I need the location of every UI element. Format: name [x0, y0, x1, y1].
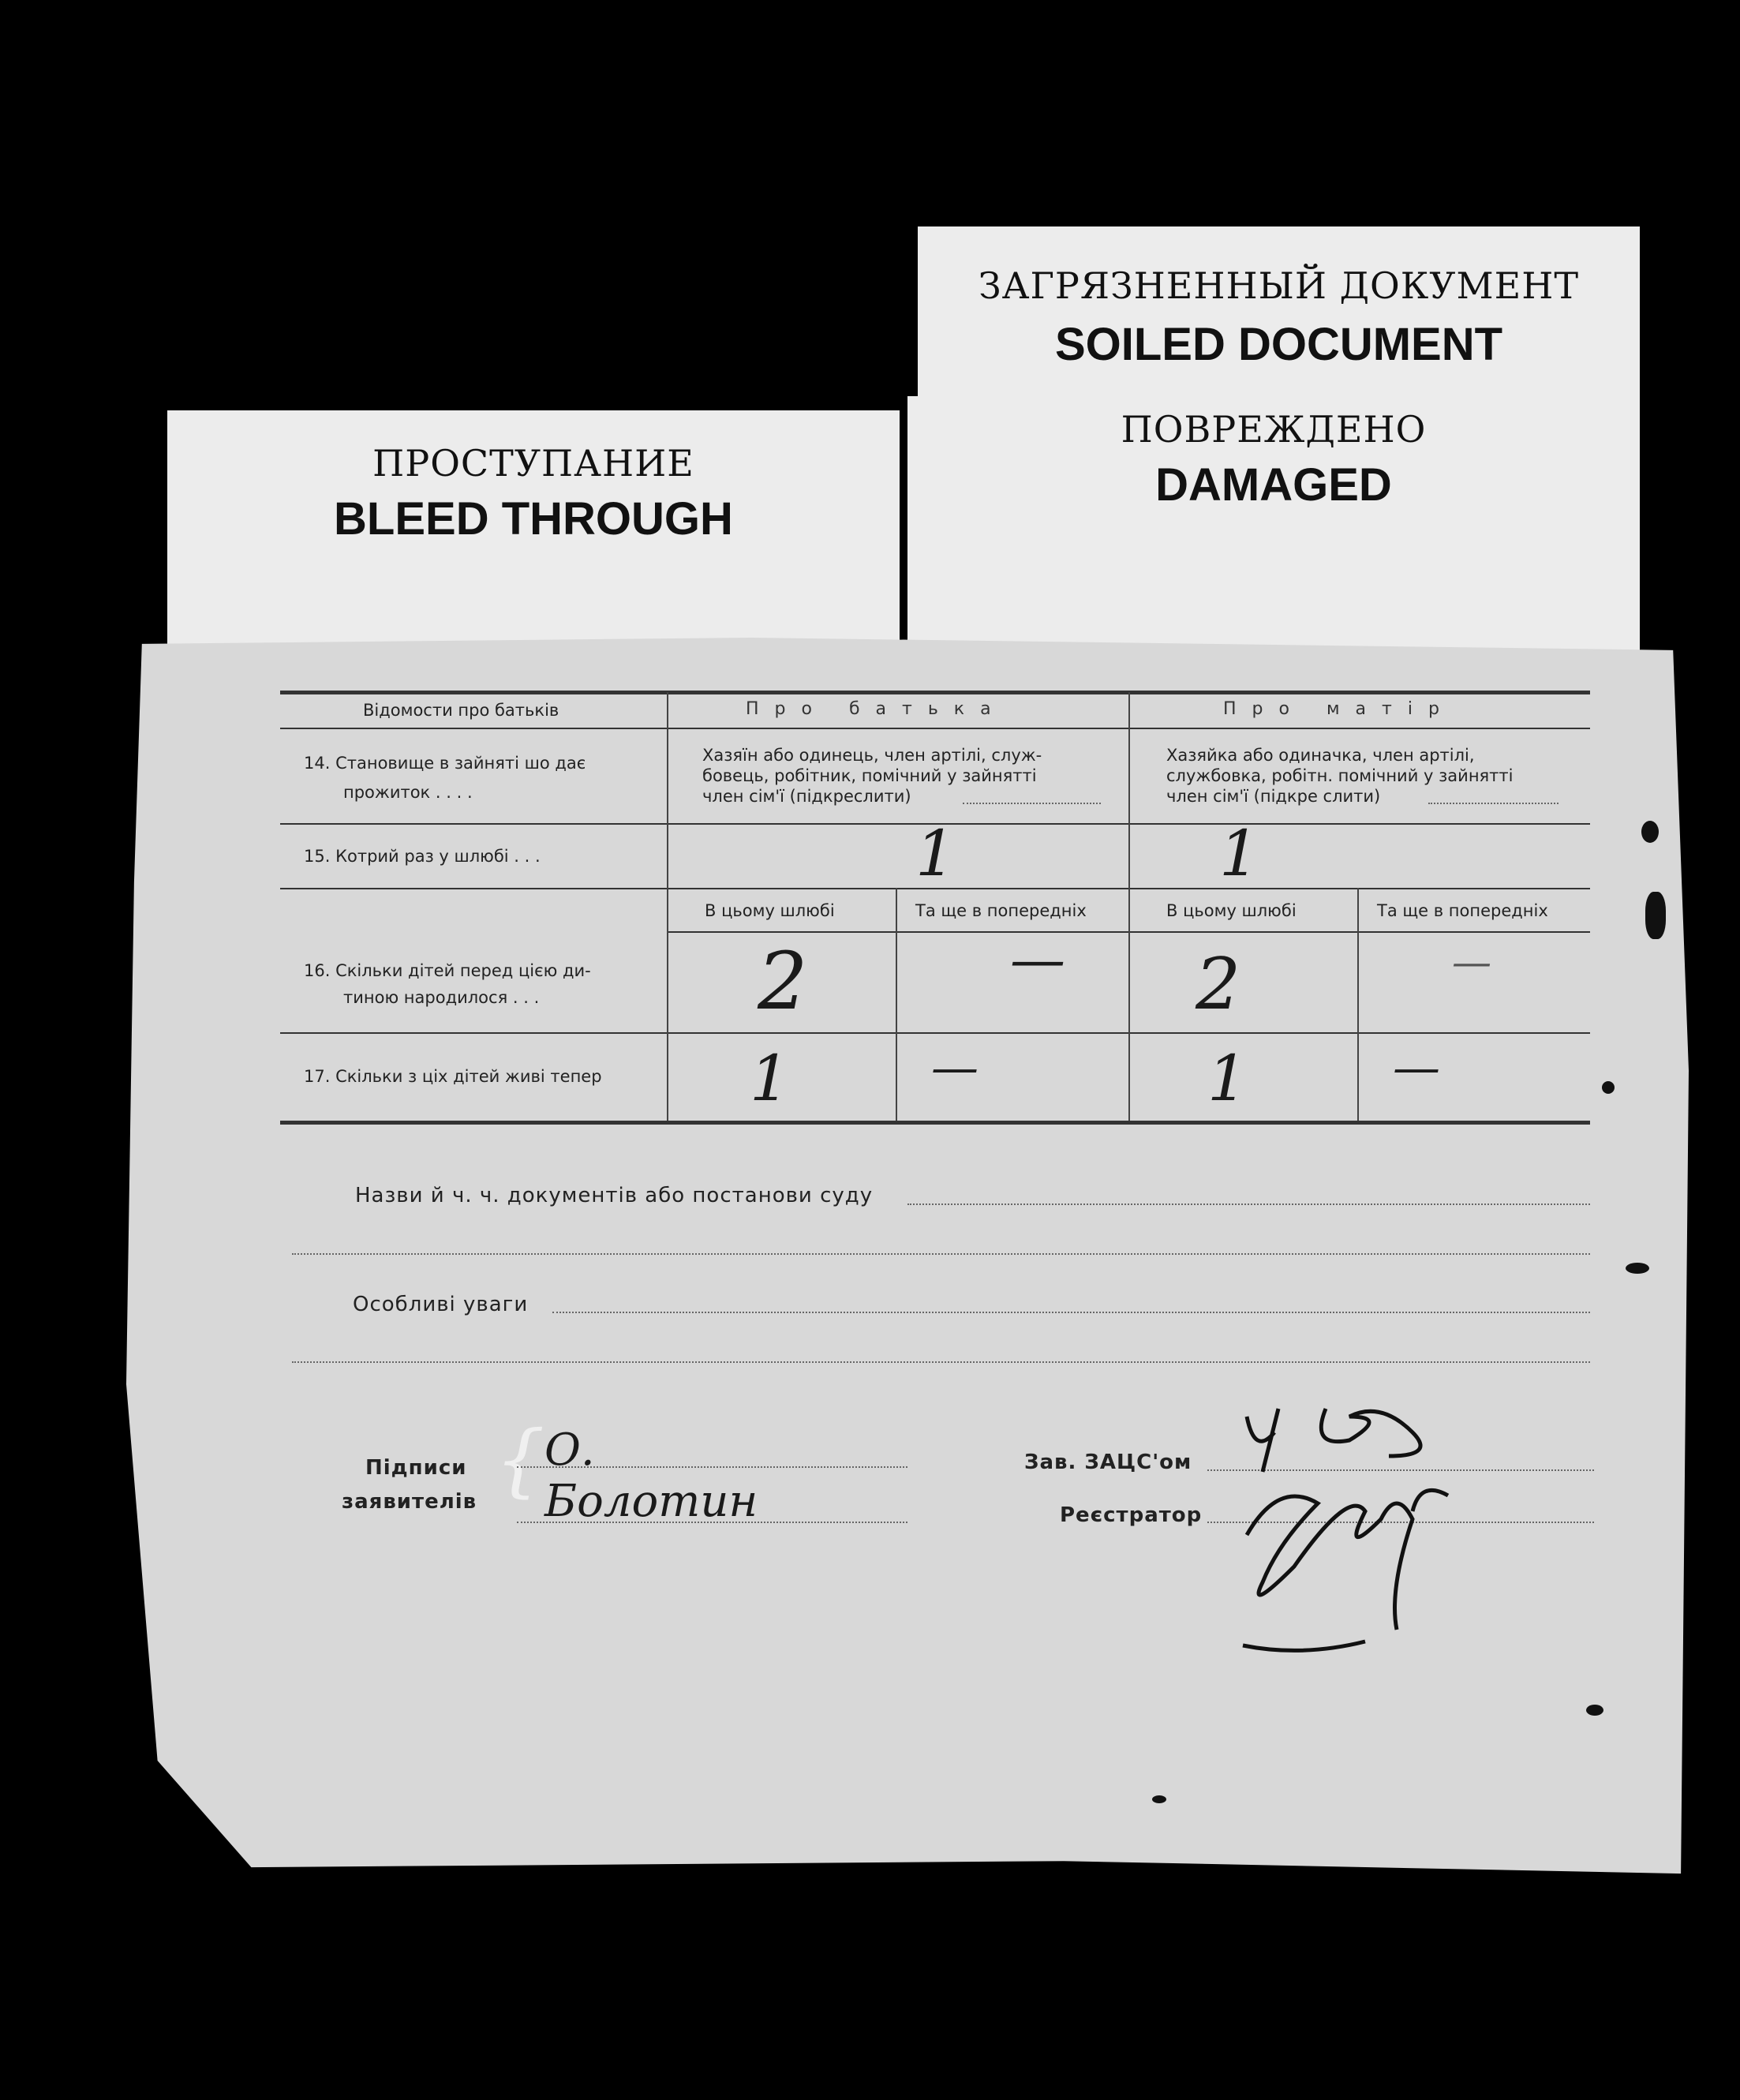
- row14-label-1: 14. Становище в зайняті шо дає: [304, 754, 586, 773]
- registry-head-label: Зав. ЗАЦС'ом: [1024, 1451, 1192, 1474]
- row14-father-1: Хазяїн або одинець, член артілі, служ-: [702, 746, 1042, 765]
- subheader-mother-previous: Та ще в попередніх: [1377, 901, 1548, 920]
- damage-spot: [1586, 1705, 1603, 1716]
- row14-label-2: прожиток . . . .: [343, 783, 473, 802]
- applicants-signatures-label-2: заявителів: [342, 1490, 477, 1514]
- row14-mother-2: службовка, робітн. помічний у зайнятті: [1166, 766, 1514, 785]
- documents-label: Назви й ч. ч. документів або постанови суду: [355, 1184, 874, 1207]
- damage-spot: [1626, 1263, 1649, 1274]
- applicant-signature: О. Болотин: [544, 1424, 758, 1527]
- applicants-signatures-label-1: Підписи: [365, 1456, 467, 1480]
- header-mother: Про матір: [1223, 699, 1455, 719]
- damaged-label: [907, 396, 1640, 657]
- subheader-father-previous: Та ще в попередніх: [915, 901, 1087, 920]
- damaged-label-ru: ПОВРЕЖДЕНО: [1121, 408, 1427, 451]
- row16-mother-previous: —: [1452, 939, 1491, 985]
- row16-father-previous: —: [1010, 927, 1065, 992]
- bleed-label-en: BLEED THROUGH: [334, 493, 733, 545]
- remarks-label: Особливі уваги: [353, 1293, 529, 1316]
- bleed-label-ru: ПРОСТУПАНИЕ: [372, 442, 694, 485]
- soiled-document-label: [918, 226, 1640, 408]
- row17-label: 17. Скільки з ціх дітей живі тепер: [304, 1067, 602, 1086]
- row15-mother-value: 1: [1219, 817, 1259, 890]
- record-form-paper: [126, 631, 1689, 1886]
- row17-mother-previous: —: [1393, 1040, 1440, 1095]
- row15-father-value: 1: [915, 817, 956, 890]
- bleed-through-label: [167, 410, 900, 663]
- damage-spot: [1152, 1795, 1166, 1803]
- registrar-label: Реєстратор: [1060, 1503, 1203, 1527]
- row17-father-previous: —: [931, 1040, 979, 1095]
- row14-mother-1: Хазяйка або одиначка, член артілі,: [1166, 746, 1475, 765]
- damaged-label-en: DAMAGED: [1155, 459, 1392, 511]
- damage-spot: [1641, 821, 1659, 843]
- row15-label: 15. Котрий раз у шлюбі . . .: [304, 847, 541, 866]
- header-parents-info: Відомости про батьків: [363, 701, 559, 720]
- header-father: Про батька: [746, 699, 1007, 719]
- row14-mother-3: член сім'ї (підкре слити): [1166, 787, 1381, 806]
- soiled-label-ru: ЗАГРЯЗНЕННЫЙ ДОКУМЕНТ: [978, 264, 1580, 307]
- official-signature-scribble: [1231, 1385, 1484, 1661]
- subheader-father-current: В цьому шлюбі: [705, 901, 835, 920]
- damage-spot: [1645, 892, 1666, 939]
- subheader-mother-current: В цьому шлюбі: [1166, 901, 1297, 920]
- row14-father-2: бовець, робітник, помічний у зайнятті: [702, 766, 1037, 785]
- row14-father-3: член сім'ї (підкреслити): [702, 787, 911, 806]
- soiled-label-en: SOILED DOCUMENT: [1054, 319, 1503, 370]
- row16-father-current: 2: [758, 935, 808, 1028]
- row17-mother-current: 1: [1207, 1042, 1248, 1115]
- damage-spot: [1602, 1081, 1615, 1094]
- brace-icon: {: [495, 1413, 545, 1506]
- row16-mother-current: 2: [1196, 943, 1241, 1026]
- row17-father-current: 1: [750, 1042, 790, 1115]
- row16-label-2: тиною народилося . . .: [343, 988, 540, 1007]
- row16-label-1: 16. Скільки дітей перед цією ди-: [304, 961, 591, 980]
